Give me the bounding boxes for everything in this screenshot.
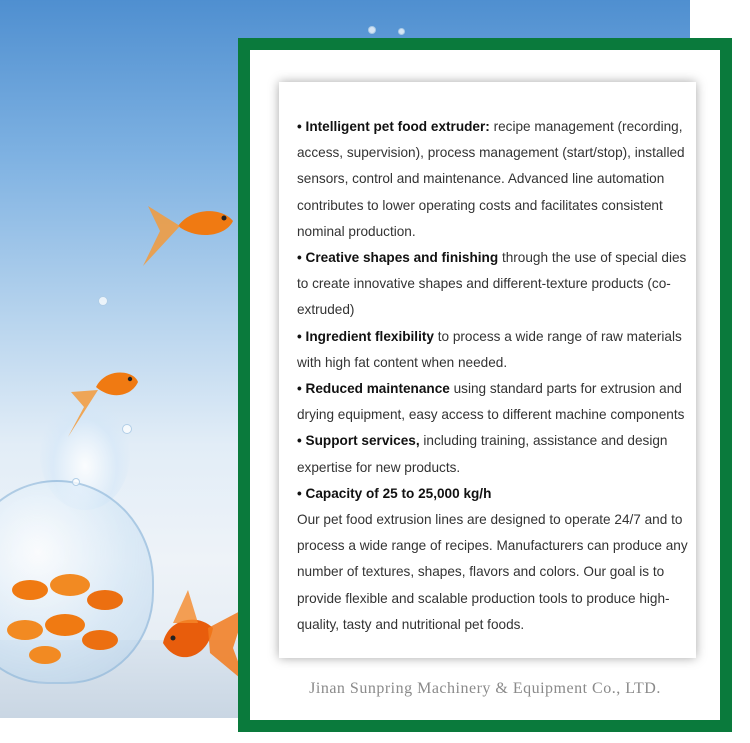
water-droplet	[72, 478, 80, 486]
water-droplet	[368, 26, 376, 34]
water-droplet	[98, 296, 108, 306]
water-droplet	[398, 28, 405, 35]
goldfish-group	[0, 560, 140, 670]
feature-item: • Capacity of 25 to 25,000 kg/h	[297, 485, 492, 501]
goldfish-top	[138, 196, 238, 276]
feature-item: • Reduced maintenance using standard parts for extrusion and drying equipment, easy access to different machine components	[297, 381, 685, 423]
goldfish-middle	[66, 362, 146, 442]
feature-list	[297, 114, 692, 638]
feature-item: • Intelligent pet food extruder: recipe management (recording, access, supervision), process management (start/stop), installed sensors, control and maintenance. Advanced line automation contributes to lower operating costs and facilitates consistent nominal production.	[297, 119, 685, 239]
goldfish-bottom	[138, 588, 248, 698]
summary-paragraph: Our pet food extrusion lines are designed to operate 24/7 and to process a wide range of recipes. Manufacturers can produce any number of textures, shapes, flavors and colors. Our goal is to provide flexible and scalable production tools to produce high-quality, tasty and nutritional pet foods.	[297, 512, 688, 632]
company-name: Jinan Sunpring Machinery & Equipment Co., LTD.	[309, 680, 661, 697]
feature-item: • Creative shapes and finishing through the use of special dies to create innovative shapes and different-texture products (co-extruded)	[297, 250, 687, 318]
feature-item: • Ingredient flexibility to process a wide range of raw materials with high fat content when needed.	[297, 328, 682, 370]
feature-item: • Support services, including training, assistance and design expertise for new products.	[297, 433, 668, 475]
